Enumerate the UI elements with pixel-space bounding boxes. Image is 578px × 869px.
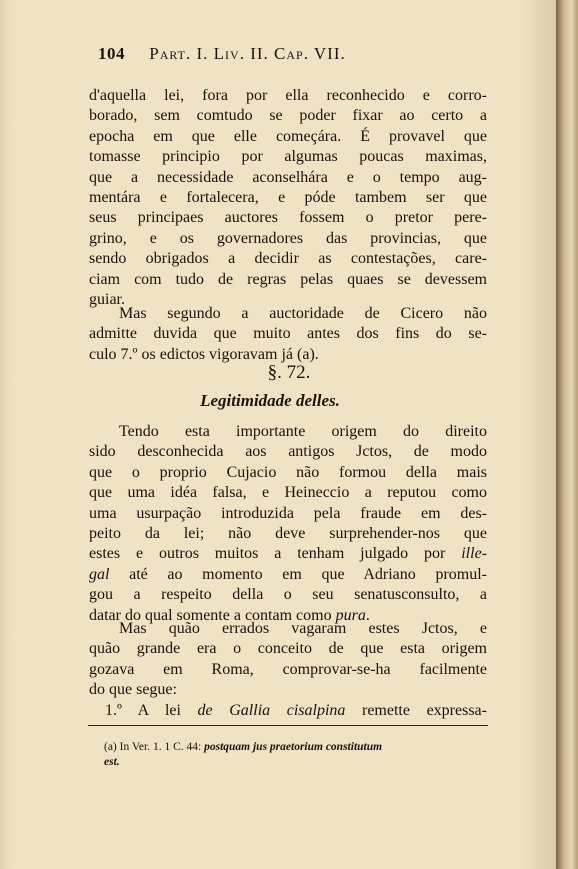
text-line: culo 7.º os edictos vigoravam já (a). (89, 345, 319, 363)
text-line: do que segue: (89, 681, 177, 699)
text-line: gozava em Roma, comprovar-se-ha facilmente (89, 660, 487, 678)
text-line (89, 565, 487, 585)
text-line: que uma idéa falsa, e Heineccio a reputou como (89, 484, 487, 502)
text-line: Mas quão errados vagaram estes Jctos, e (119, 620, 487, 637)
text-run: remette expressa- (345, 701, 487, 719)
text-line: que o proprio Cujacio não formou della mais (89, 463, 487, 481)
text-line: que a necessidade aconselhára e o tempo aug- (89, 168, 487, 186)
italic-word: gal (89, 565, 110, 583)
text-line: ciam com tudo de regras pelas quaes se devessem (89, 270, 487, 288)
text-line: sido desconhecida aos antigos Jctos, de modo (89, 443, 487, 461)
text-line: tomasse principio por algumas poucas maximas, (89, 148, 487, 166)
text-line: quão grande era o conceito de que esta origem (89, 640, 487, 658)
text-line: guiar. (89, 290, 125, 308)
text-line: Mas segundo a auctoridade de Cicero não (119, 305, 487, 322)
italic-phrase: de Gallia cisalpina (197, 701, 346, 719)
text-line (89, 701, 487, 721)
footnote-rule (88, 725, 488, 726)
text-line: borado, sem comtudo se poder fixar ao certo a (89, 107, 487, 125)
footnote-quote: postquam jus praetorium constitutum (204, 741, 383, 753)
text-line: mentára e fortalecera, e póde tambem ser que (89, 188, 487, 206)
paragraph-3 (89, 422, 487, 626)
running-header (98, 44, 478, 64)
text-run: 1.º A lei (105, 701, 198, 719)
footnote (104, 740, 488, 770)
text-line: uma usurpação introduzida pela fraude em des- (89, 504, 487, 522)
footnote-line: est. (104, 756, 120, 768)
text-run: datar do qual somente a contam como (89, 606, 336, 624)
text-line: seus principaes auctores fossem o pretor pere- (89, 209, 487, 227)
paragraph-2 (89, 304, 487, 365)
text-line: peito da lei; não deve surprehender-nos que (89, 524, 487, 542)
text-line: sendo obrigados a decidir as contestações, care- (89, 250, 487, 268)
italic-word: pura (335, 606, 366, 624)
text-run: estes e outros muitos a tenham julgado por (89, 545, 462, 563)
page-number: 104 (98, 44, 125, 63)
section-number: §. 72. (267, 362, 311, 383)
text-line: d'aquella lei, fora por ella reconhecido e corro- (89, 87, 487, 104)
footnote-text: (a) In Ver. 1. 1 C. 44: (104, 741, 205, 753)
text-line: admitte duvida que muito antes dos fins do se- (89, 325, 487, 343)
section-title: Legitimidade delles. (200, 391, 340, 410)
running-head: Part. I. Liv. II. Cap. VII. (149, 44, 346, 63)
text-run: . (365, 606, 370, 624)
text-run: até ao momento em que Adriano promul- (109, 565, 487, 583)
text-line: epocha em que elle começára. É provavel que (89, 127, 487, 145)
italic-word: ille- (461, 545, 487, 563)
text-line: gou a respeito della o seu senatusconsulto, a (89, 586, 487, 604)
page-edge (556, 0, 578, 869)
text-line (89, 544, 487, 564)
paragraph-1 (89, 86, 487, 310)
text-line: Tendo esta importante origem do direito (119, 423, 487, 440)
paragraph-4 (89, 619, 487, 721)
footnote-line (104, 740, 488, 755)
text-line: grino, e os governadores das provincias, que (89, 229, 487, 247)
